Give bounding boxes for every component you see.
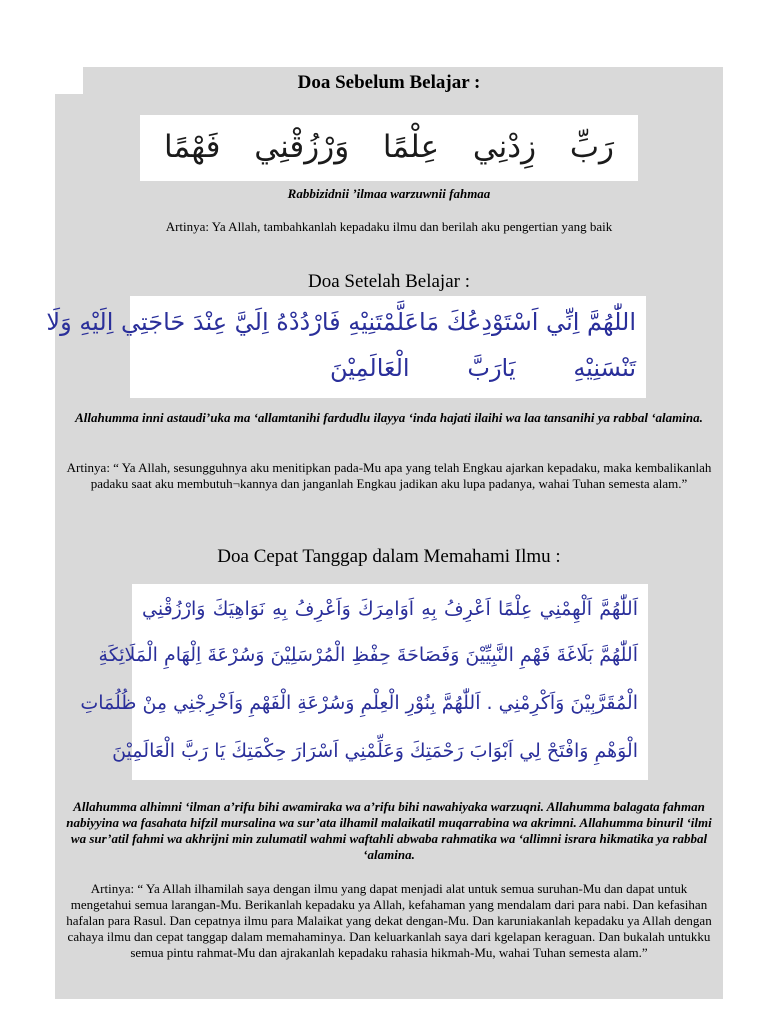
transliteration-doa-setelah-belajar: Allahumma inni astaudi’uka ma ‘allamtanihi fardudlu ilayya ‘inda hajati ilaihi wa laa tansanihi ya rabbal ‘alamina. bbox=[75, 410, 703, 425]
heading-doa-cepat-tanggap: Doa Cepat Tanggap dalam Memahami Ilmu : bbox=[217, 546, 561, 567]
arabic-line-1: اللّٰهُمَّ اِنِّي اَسْتَوْدِعُكَ مَاعَلَّمْتَنِيْهِ فَارْدُدْهُ اِلَيَّ عِنْدَ حَاجَتِي اِلَيْهِ وَلَا bbox=[46, 308, 636, 336]
heading-doa-sebelum-belajar: Doa Sebelum Belajar : bbox=[297, 72, 481, 93]
arabic-line-1: رَبِّ زِدْنِي عِلْمًا وَرْزُقْنِي فَهْمًا bbox=[164, 129, 614, 165]
meaning-doa-setelah-belajar: Artinya: “ Ya Allah, sesungguhnya aku menitipkan pada-Mu apa yang telah Engkau ajarkan kepadaku, maka kembalikanlah padaku saat aku membutuh¬kannya dan janganlah Engkau jadikan aku lupa padanya, wahai Tuhan semesta alam.” bbox=[66, 460, 712, 491]
arabic-text-doa-cepat-tanggap bbox=[80, 584, 648, 780]
heading-doa-setelah-belajar: Doa Setelah Belajar : bbox=[308, 271, 470, 292]
transliteration-doa-cepat-tanggap: Allahumma alhimni ‘ilman a’rifu bihi awamiraka wa a’rifu bihi nawahiyaka warzuqni. Allahumma balagata fahman nabiyyina wa fasahata hifzil mursalina wa sur’ata ilhamil malaikatil muqarrabina wa akrimni. Allahumma binuril ‘ilmi wa sur’atil fahmi wa akhrijni min zulumatil wahmi waftahli abwaba rahmatika wa ‘allimni israra hikmatika ya rabbal ‘alamina. bbox=[66, 799, 712, 862]
arabic-line-2: تَنْسَنِيْهِ يَارَبَّ الْعَالَمِيْنَ bbox=[330, 354, 636, 382]
arabic-line-2: اَللّٰهُمَّ بَلَاغَةَ فَهْمِ النَّبِيِّيْنَ وَفَصَاحَةَ حِفْظِ الْمُرْسَلِيْنَ وَسُرْعَةَ اِلْهَامِ الْمَلَائِكَةِ bbox=[98, 644, 638, 666]
arabic-line-3: الْمُقَرَّبِيْنَ وَاَكْرِمْنِي . اَللّٰهُمَّ بِنُوْرِ الْعِلْمِ وَسُرْعَةِ الْفَهْمِ وَاَخْرِجْنِي مِنْ ظُلُمَاتِ bbox=[80, 692, 638, 714]
arabic-text-doa-setelah-belajar bbox=[46, 296, 646, 398]
meaning-doa-sebelum-belajar: Artinya: Ya Allah, tambahkanlah kepadaku ilmu dan berilah aku pengertian yang baik bbox=[165, 219, 613, 234]
arabic-line-4: الْوَهْمِ وَافْتَحْ لِي اَبْوَابَ رَحْمَتِكَ وَعَلِّمْنِي اَسْرَارَ حِكْمَتِكَ يَا رَبَّ الْعَالَمِيْنَ bbox=[112, 740, 638, 762]
arabic-line-1: اَللّٰهُمَّ اَلْهِمْنِي عِلْمًا اَعْرِفُ بِهِ اَوَامِرَكَ وَاَعْرِفُ بِهِ نَوَاهِيَكَ وَارْزُقْنِي bbox=[142, 598, 638, 620]
meaning-doa-cepat-tanggap: Artinya: “ Ya Allah ilhamilah saya dengan ilmu yang dapat menjadi alat untuk semua suruhan-Mu dan dapat untuk mengetahui semua larangan-Mu. Berikanlah kepadaku ya Allah, kefahaman yang mendalam dari para nabi. Dan kefasihan hafalan para Rasul. Dan cepatnya ilmu para Malaikat yang dekat dengan-Mu. Dan karuniakanlah kepadaku ya Allah dengan cahaya ilmu dan cepat tanggap dalam memahaminya. Dan keluarkanlah saya dari kgelapan keraguan. Dan bukalah untukku semua pintu rahmat-Mu dan ajrakanlah kepadaku rahasia hikmah-Mu, wahai Tuhan semesta alam.” bbox=[66, 881, 712, 960]
transliteration-doa-sebelum-belajar: Rabbizidnii ’ilmaa warzuwnii fahmaa bbox=[287, 186, 491, 201]
arabic-text-doa-sebelum-belajar bbox=[140, 115, 638, 181]
